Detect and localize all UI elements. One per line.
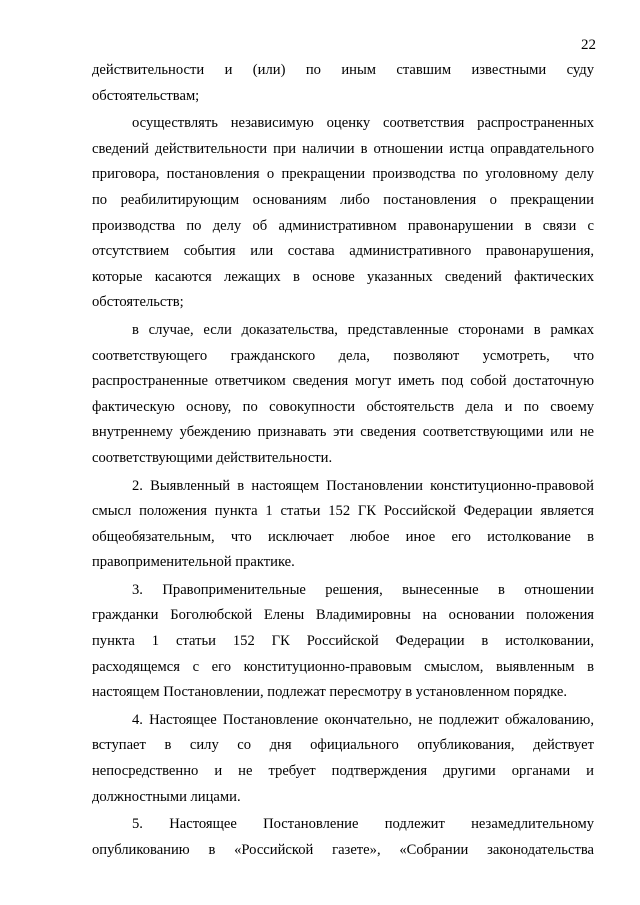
text-line: пункта 1 статьи 152 ГК Российской Федерации в истолковании, bbox=[92, 633, 594, 650]
text-line: внутреннему убеждению признавать эти сведения соответствующими или не bbox=[92, 424, 594, 441]
text-line: непосредственно и не требует подтверждения другими органами и bbox=[92, 763, 594, 780]
text-line: расходящемся с его конституционно-правовым смыслом, выявленным в bbox=[92, 658, 594, 675]
paragraph bbox=[92, 318, 594, 472]
paragraph bbox=[92, 111, 594, 316]
text-line: 3. Правоприменительные решения, вынесенные в отношении bbox=[132, 581, 594, 598]
paragraph bbox=[92, 812, 594, 863]
page-number: 22 bbox=[581, 37, 596, 53]
text-line: осуществлять независимую оценку соответствия распространенных bbox=[132, 115, 594, 132]
text-line: действительности и (или) по иным ставшим известными суду bbox=[92, 62, 594, 78]
text-line: отсутствием события или состава административного правонарушения, bbox=[92, 243, 594, 260]
text-line: правоприменительной практике. bbox=[92, 554, 295, 571]
text-line: опубликованию в «Российской газете», «Собрании законодательства bbox=[92, 841, 594, 858]
text-line: должностными лицами. bbox=[92, 788, 241, 805]
text-line: обстоятельствам; bbox=[92, 87, 200, 104]
text-line: по реабилитирующим основаниям либо постановления о прекращении bbox=[92, 191, 594, 208]
text-line: приговора, постановления о прекращении производства по уголовному делу bbox=[92, 166, 594, 183]
text-line: в случае, если доказательства, представленные сторонами в рамках bbox=[132, 321, 594, 338]
text-line: гражданки Боголюбской Елены Владимировны на основании положения bbox=[92, 607, 594, 624]
document-body bbox=[92, 58, 594, 865]
paragraph bbox=[92, 708, 594, 810]
text-line: соответствующими действительности. bbox=[92, 449, 333, 466]
text-line: 5. Настоящее Постановление подлежит незамедлительному bbox=[132, 816, 594, 833]
text-line: смысл положения пункта 1 статьи 152 ГК Российской Федерации является bbox=[92, 503, 594, 520]
text-line: распространенные ответчиком сведения могут иметь под собой достаточную bbox=[92, 373, 594, 390]
text-line: настоящем Постановлении, подлежат пересмотру в установленном порядке. bbox=[92, 684, 568, 701]
text-line: 4. Настоящее Постановление окончательно, не подлежит обжалованию, bbox=[132, 711, 594, 728]
paragraph bbox=[92, 578, 594, 706]
text-line: 2. Выявленный в настоящем Постановлении конституционно-правовой bbox=[132, 477, 594, 494]
text-line: производства по делу об административном правонарушении в связи с bbox=[92, 217, 594, 234]
text-line: общеобязательным, что исключает любое иное его истолкование в bbox=[92, 528, 594, 545]
text-line: которые касаются лежащих в основе указанных сведений фактических bbox=[92, 268, 594, 285]
text-line: фактическую основу, по совокупности обстоятельств дела и по своему bbox=[92, 398, 594, 415]
paragraph bbox=[92, 474, 594, 576]
text-line: вступает в силу со дня официального опубликования, действует bbox=[92, 737, 594, 754]
text-line: соответствующего гражданского дела, позволяют усмотреть, что bbox=[92, 347, 594, 364]
text-line: обстоятельств; bbox=[92, 294, 184, 311]
paragraph bbox=[92, 58, 594, 109]
text-line: сведений действительности при наличии в отношении истца оправдательного bbox=[92, 140, 594, 157]
